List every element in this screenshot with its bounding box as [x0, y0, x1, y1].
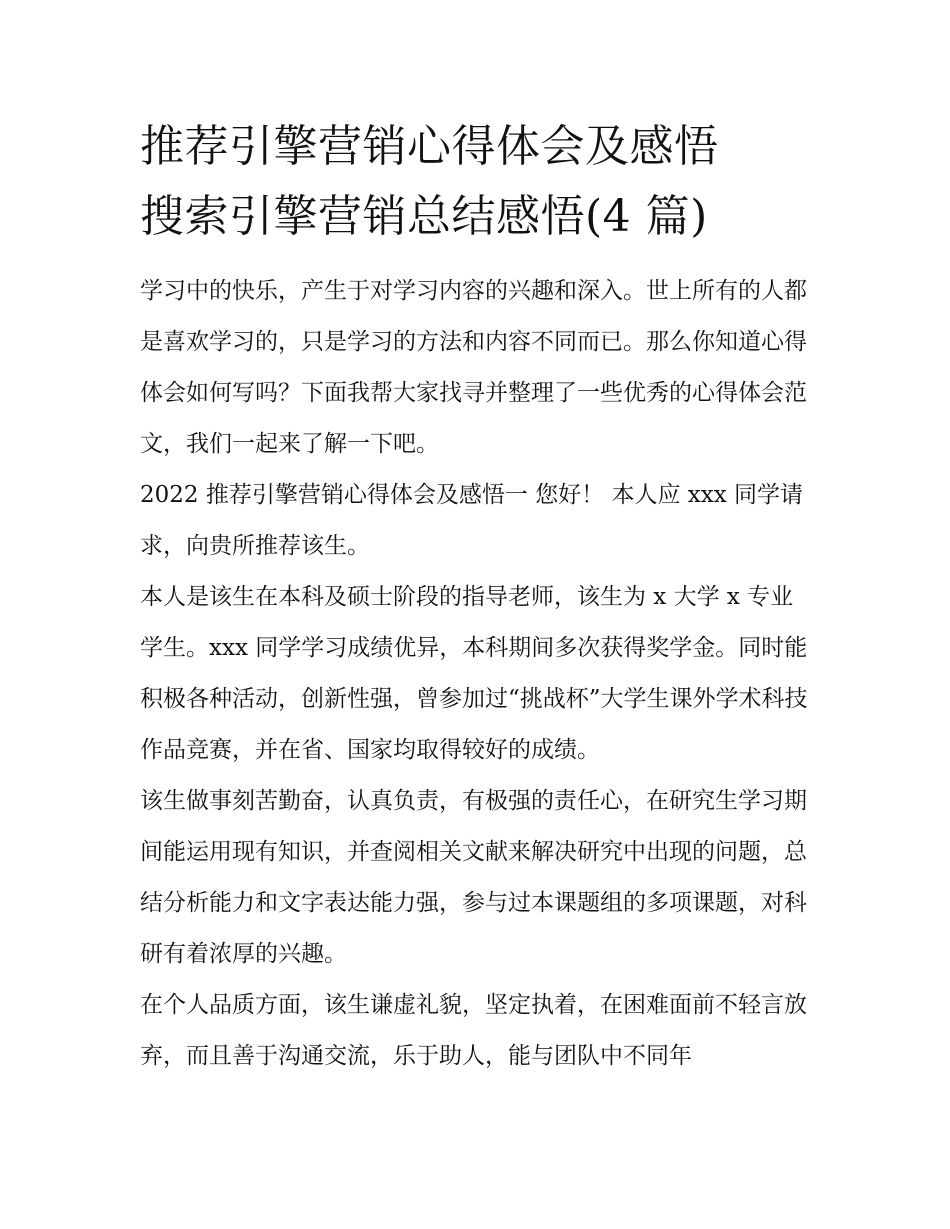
paragraph-research: 该生做事刻苦勤奋，认真负责，有极强的责任心，在研究生学习期间能运用现有知识，并查阅相关文献来解决研究中出现的问题，总结分析能力和文字表达能力强，参与过本课题组的多项课题，对科研有着浓厚的兴趣。 [140, 788, 807, 967]
paragraph-intro: 学习中的快乐，产生于对学习内容的兴趣和深入。世上所有的人都是喜欢学习的，只是学习的方法和内容不同而已。那么你知道心得体会如何写吗？下面我帮大家找寻并整理了一些优秀的心得体会范文，我们一起来了解一下吧。 [140, 278, 807, 457]
paragraph-character: 在个人品质方面，该生谦虚礼貌，坚定执着，在困难面前不轻言放弃，而且善于沟通交流，乐于助人，能与团队中不同年 [140, 992, 807, 1069]
document-title [140, 112, 812, 252]
paragraph-greeting: 2022 推荐引擎营销心得体会及感悟一 您好！ 本人应 xxx 同学请求，向贵所推荐该生。 [140, 482, 804, 559]
title-line-2: 搜索引擎营销总结感悟(4 篇) [140, 191, 708, 242]
title-line-1: 推荐引擎营销心得体会及感悟 [140, 121, 719, 172]
document-body [140, 112, 812, 1082]
paragraph-academic: 本人是该生在本科及硕士阶段的指导老师，该生为 x 大学 x 专业学生。xxx 同学学习成绩优异，本科期间多次获得奖学金。同时能积极各种活动，创新性强，曾参加过“挑战杯”大学生课外学术科技作品竞赛，并在省、国家均取得较好的成绩。 [140, 584, 808, 763]
